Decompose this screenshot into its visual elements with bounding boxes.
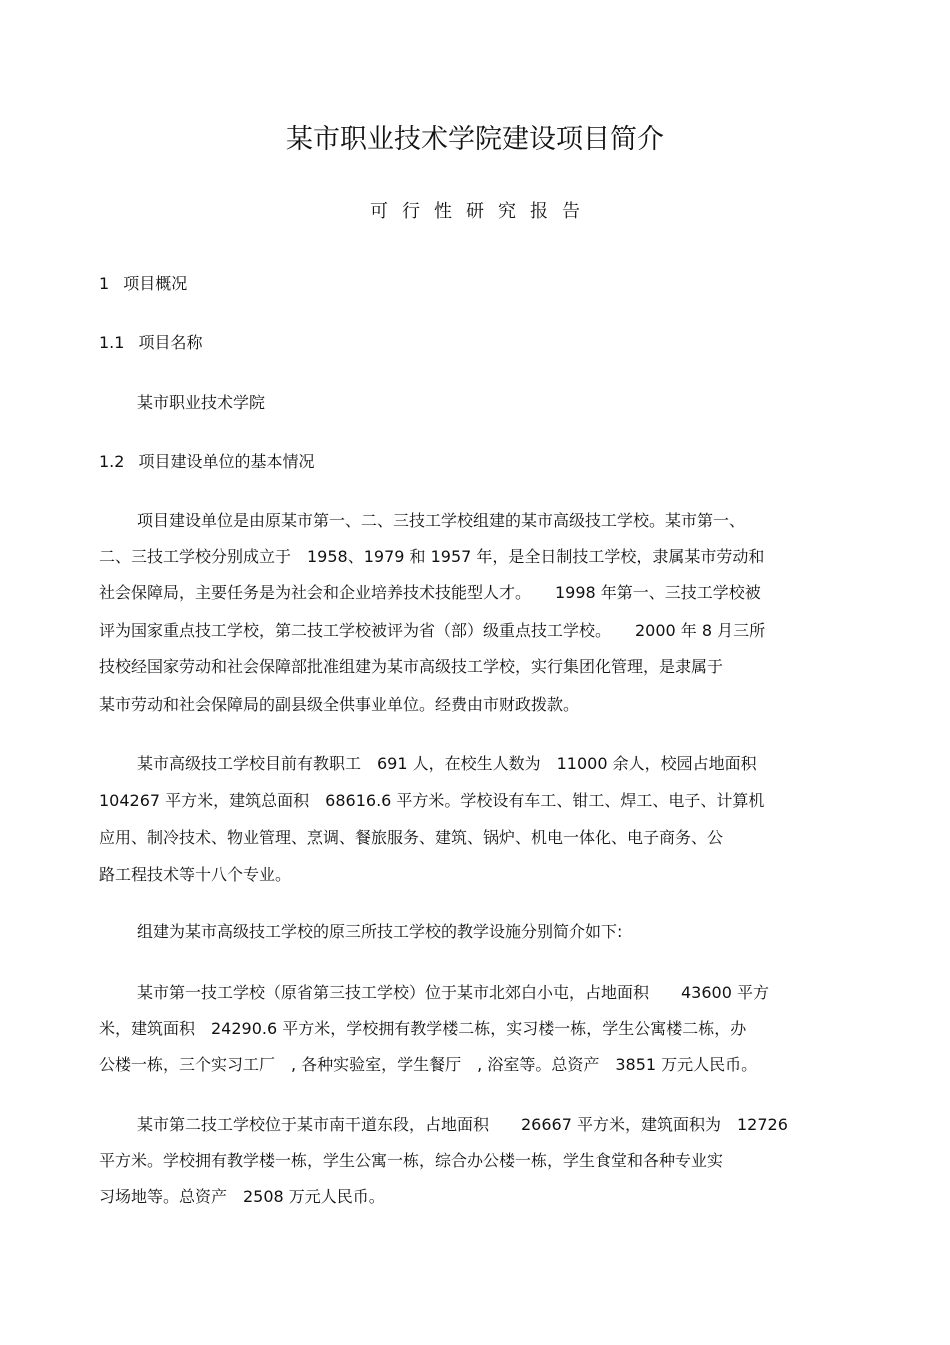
document-title: 某市职业技术学院建设项目简介 bbox=[286, 124, 664, 155]
paragraph-line: 某市第一技工学校（原省第三技工学校）位于某市北郊白小屯，占地面积 43600 平方 bbox=[137, 983, 769, 1002]
section-heading-1-1 bbox=[99, 331, 202, 355]
project-name: 某市职业技术学院 bbox=[137, 393, 266, 412]
section-heading-1 bbox=[99, 272, 187, 296]
section-heading-1-2 bbox=[99, 450, 314, 474]
paragraph-line: 习场地等。总资产 2508 万元人民币。 bbox=[99, 1187, 385, 1206]
paragraph-line: 应用、制冷技术、物业管理、烹调、餐旅服务、建筑、锅炉、机电一体化、电子商务、公 bbox=[99, 828, 724, 847]
document-subtitle: 可行性研究报告 bbox=[370, 201, 594, 222]
paragraph-line: 米，建筑面积 24290.6 平方米，学校拥有教学楼二栋，实习楼一栋，学生公寓楼二栋，办 bbox=[99, 1019, 747, 1038]
section-label: 项目概况 bbox=[123, 274, 188, 293]
paragraph-line: 项目建设单位是由原某市第一、二、三技工学校组建的某市高级技工学校。某市第一、 bbox=[137, 511, 746, 530]
paragraph-line: 平方米。学校拥有教学楼一栋，学生公寓一栋，综合办公楼一栋，学生食堂和各种专业实 bbox=[99, 1151, 724, 1170]
paragraph-line: 技校经国家劳动和社会保障部批准组建为某市高级技工学校，实行集团化管理，是隶属于 bbox=[99, 657, 724, 676]
paragraph-line: 社会保障局，主要任务是为社会和企业培养技术技能型人才。 1998 年第一、三技工学校被 bbox=[99, 583, 761, 602]
paragraph-line: 公楼一栋，三个实习工厂 , 各种实验室，学生餐厅 , 浴室等。总资产 3851 万元人民币。 bbox=[99, 1055, 758, 1074]
section-label: 项目建设单位的基本情况 bbox=[138, 452, 315, 471]
paragraph-line: 某市高级技工学校目前有教职工 691 人，在校生人数为 11000 余人，校园占地面积 bbox=[137, 754, 757, 773]
paragraph-line: 路工程技术等十八个专业。 bbox=[99, 865, 292, 884]
paragraph-line: 某市劳动和社会保障局的副县级全供事业单位。经费由市财政拨款。 bbox=[99, 695, 580, 714]
paragraph-line: 二、三技工学校分别成立于 1958、1979 和 1957 年，是全日制技工学校，隶属某市劳动和 bbox=[99, 547, 765, 566]
section-number: 1.1 bbox=[99, 333, 125, 352]
paragraph-line: 评为国家重点技工学校，第二技工学校被评为省（部）级重点技工学校。 2000 年 8 月三所 bbox=[99, 621, 766, 640]
section-label: 项目名称 bbox=[138, 333, 203, 352]
paragraph-line: 组建为某市高级技工学校的原三所技工学校的教学设施分别简介如下: bbox=[137, 922, 623, 941]
section-number: 1 bbox=[99, 274, 110, 293]
paragraph-line: 某市第二技工学校位于某市南干道东段，占地面积 26667 平方米，建筑面积为 12726 bbox=[137, 1115, 788, 1134]
section-number: 1.2 bbox=[99, 452, 125, 471]
paragraph-line: 104267 平方米，建筑总面积 68616.6 平方米。学校设有车工、钳工、焊工、电子、计算机 bbox=[99, 791, 765, 810]
